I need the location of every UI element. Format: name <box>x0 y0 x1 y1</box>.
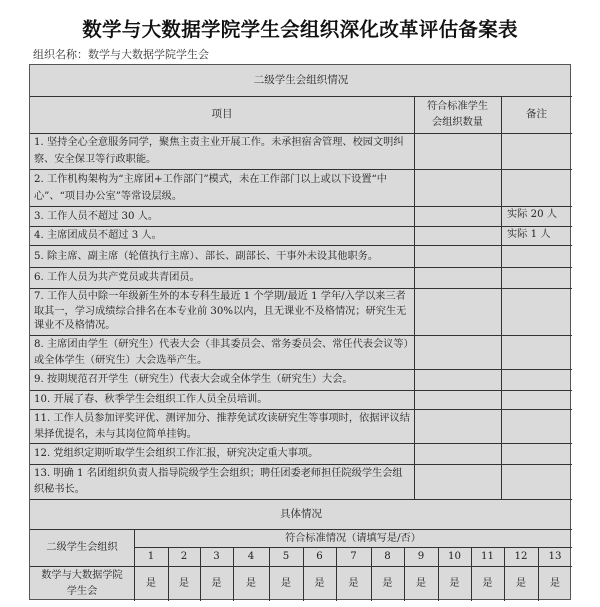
criteria-row-count <box>414 464 501 499</box>
criteria-row-count <box>414 267 501 288</box>
page-title: 数学与大数据学院学生会组织深化改革评估备案表 <box>82 18 518 41</box>
criteria-row-text: 4. 主席团成员不超过 3 人。 <box>34 230 162 241</box>
item-number-header: 7 <box>350 551 357 562</box>
item-number-header: 6 <box>316 551 323 562</box>
section-header-org-status: 二级学生会组织情况 <box>253 74 349 86</box>
criteria-row-text: 10. 开展了春、秋季学生会组织工作人员全员培训。 <box>34 394 268 405</box>
criteria-row-count <box>414 390 501 409</box>
compliance-answer: 是 <box>280 578 292 589</box>
column-header-count <box>414 96 501 133</box>
criteria-row-note <box>501 369 572 390</box>
compliance-answer: 是 <box>482 578 493 589</box>
column-header-note: 备注 <box>526 108 547 120</box>
criteria-row-note: 实际 20 人 <box>507 209 558 220</box>
criteria-row-count <box>414 226 501 245</box>
criteria-row-note <box>501 169 572 206</box>
criteria-row-count <box>414 369 501 390</box>
item-number-header: 1 <box>147 551 155 562</box>
criteria-row-count <box>414 245 501 267</box>
compliance-answer: 是 <box>178 578 190 589</box>
criteria-row-text: 7. 工作人员中除一年级新生外的本专科生最近 1 个学期/最近 1 学年/入学以来三者取其一，学习成绩综合排名在本专业前 30%以内，且无课业不及格情况；研究生无课业不及格情况。 <box>34 291 407 332</box>
criteria-row-count <box>414 443 501 464</box>
criteria-row-note <box>501 133 572 169</box>
criteria-row-note: 实际 1 人 <box>507 229 551 240</box>
item-number-header: 5 <box>282 551 290 562</box>
compliance-answer: 是 <box>211 578 222 589</box>
compliance-answer: 是 <box>245 578 257 589</box>
section-header-details: 具体情况 <box>280 507 322 520</box>
compliance-answer: 是 <box>314 578 325 589</box>
criteria-row-text: 2. 工作机构架构为“主席团+工作部门”模式，未在工作部门以上或以下设置“中心”、“项目办公室”等常设层级。 <box>34 174 387 202</box>
criteria-row-text: 6. 工作人员为共产党员或共青团员。 <box>34 272 200 283</box>
org-name-cell <box>30 566 134 601</box>
item-number-header: 11 <box>481 551 494 562</box>
criteria-row-count <box>414 409 501 443</box>
compliance-answer: 是 <box>415 578 427 589</box>
criteria-row-text: 13. 明确 1 名团组织负责人指导院级学生会组织；聘任团委老师担任院级学生会组织秘书长。 <box>34 468 403 495</box>
organization-name <box>33 46 209 62</box>
criteria-row-count <box>414 133 501 169</box>
column-header-compliance: 符合标准情况（请填写是/否） <box>285 532 421 544</box>
criteria-row-note <box>501 390 572 409</box>
compliance-answer: 是 <box>449 578 460 589</box>
item-number-header: 9 <box>417 551 425 562</box>
criteria-row-text: 9. 按期规范召开学生（研究生）代表大会或全体学生（研究生）大会。 <box>34 374 353 385</box>
org-name-line2: 学生会 <box>66 585 98 597</box>
criteria-row-count <box>414 335 501 369</box>
compliance-answer: 是 <box>549 578 561 589</box>
criteria-row-note <box>501 443 572 464</box>
item-number-header: 2 <box>180 551 188 562</box>
column-header-count-line2: 会组织数量 <box>432 116 483 128</box>
column-header-item: 项目 <box>211 108 233 120</box>
criteria-row-text: 11. 工作人员参加评奖评优、测评加分、推荐免试攻读研究生等事项时，依据评议结果择优提名，未与其岗位简单挂钩。 <box>34 413 410 440</box>
criteria-row-count <box>414 169 501 206</box>
org-name-line1: 数学与大数据学院 <box>41 569 123 581</box>
criteria-row-note <box>501 245 572 267</box>
criteria-row-text: 5. 除主席、副主席（轮值执行主席）、部长、副部长、干事外未设其他职务。 <box>34 251 379 262</box>
item-number-header: 3 <box>213 551 220 562</box>
criteria-row-count <box>414 206 501 226</box>
criteria-row-note <box>501 267 572 288</box>
item-number-header: 13 <box>548 551 562 562</box>
criteria-row-note <box>501 288 572 335</box>
criteria-row-text: 8. 主席团由学生（研究生）代表大会（非其委员会、常务委员会、常任代表会议等）或全体学生（研究生）大会选举产生。 <box>34 339 409 366</box>
compliance-answer: 是 <box>382 578 393 589</box>
criteria-row-text: 1. 坚持全心全意服务同学，聚焦主责主业开展工作。未承担宿舍管理、校园文明纠察、安全保卫等行政职能。 <box>34 137 404 165</box>
compliance-answer: 是 <box>348 578 359 589</box>
item-number-header: 4 <box>247 551 255 562</box>
item-number-header: 10 <box>448 551 461 562</box>
org-label: 组织名称： <box>33 48 88 61</box>
compliance-answer: 是 <box>515 578 527 589</box>
assessment-table <box>29 64 571 600</box>
item-number-header: 8 <box>384 551 391 562</box>
column-header-count-line1: 符合标准学生 <box>426 100 489 112</box>
compliance-answer: 是 <box>145 578 157 589</box>
item-number-header: 12 <box>514 551 528 562</box>
criteria-row-note <box>501 464 572 499</box>
criteria-row-text: 12. 党组织定期听取学生会组织工作汇报，研究决定重大事项。 <box>34 448 319 459</box>
criteria-row-note <box>501 409 572 443</box>
criteria-row-count <box>414 288 501 335</box>
criteria-row-text: 3. 工作人员不超过 30 人。 <box>34 211 159 222</box>
criteria-row-note <box>501 335 572 369</box>
column-header-org: 二级学生会组织 <box>46 542 118 553</box>
org-value: 数学与大数据学院学生会 <box>88 48 209 61</box>
